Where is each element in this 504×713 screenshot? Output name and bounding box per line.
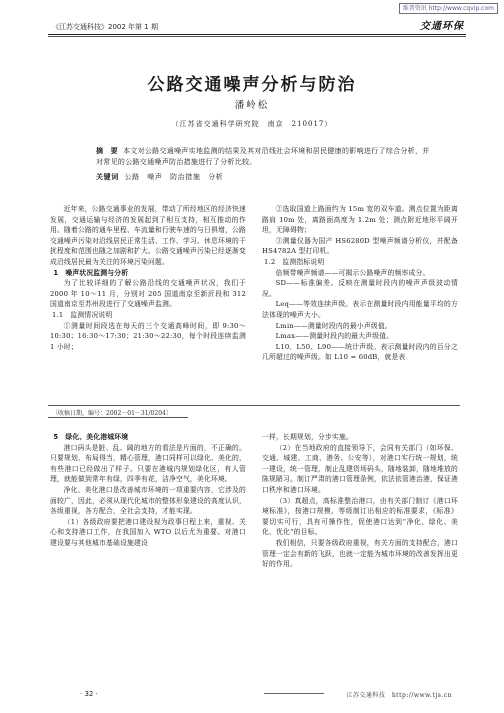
body-paragraph: SD——标准偏差。反映在测量时段内的噪声声级波动情况。 [262,279,458,298]
article-affiliation: （江苏省交通科学研究院 南京 210017） [171,120,333,128]
body-paragraph: 为了比较详细的了解公路沿线的交通噪声状况，我们于 2000 年 10～11 月，分别对 205 国道南京至新沂段和 312 国道南京至苏州段进行了交通噪声监测。 [50,279,246,309]
section-divider [48,405,460,406]
header-rule-thin [48,36,466,37]
received-date-note: 〔收稿日期，编号：2002－01－31/0204〕 [52,410,172,417]
footer-rule [264,693,324,694]
body-paragraph: （2）在当地政府的直接领导下，会同有关部门（如环保、交通、城建、工商、港务、公安等），对港口实行统一规划，统一建设，统一管理，制止乱建货场码头，随地装卸，随地堆放的陈规陋习。制订严肃的港口管理条例，依法依管港治港，保证港口秩序和港口环境。 [262,443,458,494]
body-paragraph: Lmin——测量时段内的最小声级值。 [275,321,392,330]
body-paragraph: 倍频带噪声频谱——可揭示公路噪声的频率成分。 [275,268,430,277]
abstract-label: 摘 要 [96,147,118,155]
body-paragraph: 一样，长期规划，分步实施。 [262,433,353,441]
subsection-heading: 1.2 监测指标说明 [264,257,325,266]
abstract-text: 本文对公路交通噪声实地监测的结果及其对沿线社会环境和居民健康的影响进行了综合分析，并对常见的公路交通噪声防治措施进行了分析比较。 [96,147,430,166]
body-paragraph: （3）真超点，高标准整治港口，由有关部门制订《港口环境标准》，按港口规模，等级制订出相应的标准要求，《标准》要切实可行，具有可操作性，促使港口达到“净化、绿化、美化、优化”的目标。 [262,496,458,537]
abstract [96,146,436,168]
section-header: 交通环保 [420,21,464,32]
journal-header: 《江苏交通科技》2002 年第 1 期 [52,23,158,31]
article-author: 潘岭松 [234,100,270,111]
keywords [96,172,436,183]
page-number: · 32 · [80,690,98,698]
body-column-left-bottom [50,432,246,549]
body-paragraph: Lmax——测量时段内的最大声级值。 [275,332,394,341]
keywords-text: 公路 噪声 防治措施 分析 [124,173,224,181]
body-paragraph: Leq——等效连续声级。表示在测量时段内用能量平均的方法体现的噪声大小。 [262,300,458,319]
subsection-heading: 1.1 监测情况说明 [52,310,113,319]
body-column-left-top [50,204,246,352]
body-paragraph: ①测量时间段选在每天的三个交通高峰时间，即 9:30～10:30；16:30～17:30；21:30～22:30，每个时段连续监测 1 小时； [50,321,246,351]
article-title: 公路交通噪声分析与防治 [147,75,357,95]
watermark-stamp: 维普资讯 http://www.cqvip.com [399,3,498,14]
body-paragraph: 我们相信，只要各级政府重视，有关方面的支持配合，港口管理一定会有新的飞跃，也就一定能为城市环境的改善发挥出更好的作用。 [262,538,458,569]
header-rule [48,34,466,35]
body-column-right-top [262,204,458,363]
footer-journal: 江苏交通科技 http://www.tjs.cn [346,692,452,699]
note-rule [48,417,188,418]
body-paragraph: L10、L50、L90——统计声级。表示测量时段内的百分之几所超过的噪声级。如 L10 = 60dB，就是表 [262,342,458,362]
body-paragraph: 近年来，公路交通事业的发展，带动了所经地区的经济快速发展，交通运输与经济的发展起到了相互支持，相互推动的作用。随着公路的通车里程、车流量和行驶车速的与日俱增，公路交通噪声污染对沿线居民正常生活、工作、学习、休息环境的干扰程度和范围也随之加剧和扩大。公路交通噪声污染已经逐渐变成沿线居民最为关注的环境污染问题。 [50,205,246,266]
body-paragraph: （1）各级政府要把港口建设视为政事日程上来，重视、关心和支持港口工作，在我国加入 WTO 以后尤为重要。对港口建设要与其他城市基础设施建设 [50,517,246,547]
section-heading: 1 噪声状况监测与分析 [53,268,129,277]
body-paragraph: 港口码头是脏、乱、阔的地方的看法是片面的，不正确的。只要规划、布局得当，精心管理，港口同样可以绿化、美化的，有些港口已经做出了样子。只要在港城内规划绿化区，有人管理，就能做到常年有绿，四季有花，洁净空气，美化环境。 [50,443,246,484]
body-paragraph: ③测量仪器为国产 HS6280D 型噪声频谱分析仪，并配备 HS4782A 型打印机。 [262,236,458,256]
body-paragraph: 净化、美化港口是改善城市环境的一项重要内容，它涉及的面较广，因此，必须从现代化城市的整体形象建设的高度认识，各级重视，各方配合，全社会支持，才能实现。 [50,485,246,516]
body-column-right-bottom [262,432,458,570]
section-heading: 5 绿化、美化港城环境 [53,433,129,441]
body-paragraph: ②选取国道上路面约为 15m 宽的双车道。测点位置为距离路肩 10m 处，离路面高度为 1.2m 处；测点附近地形平阔开坦，无障碍物； [262,205,458,235]
keywords-label: 关键词 [96,173,119,181]
